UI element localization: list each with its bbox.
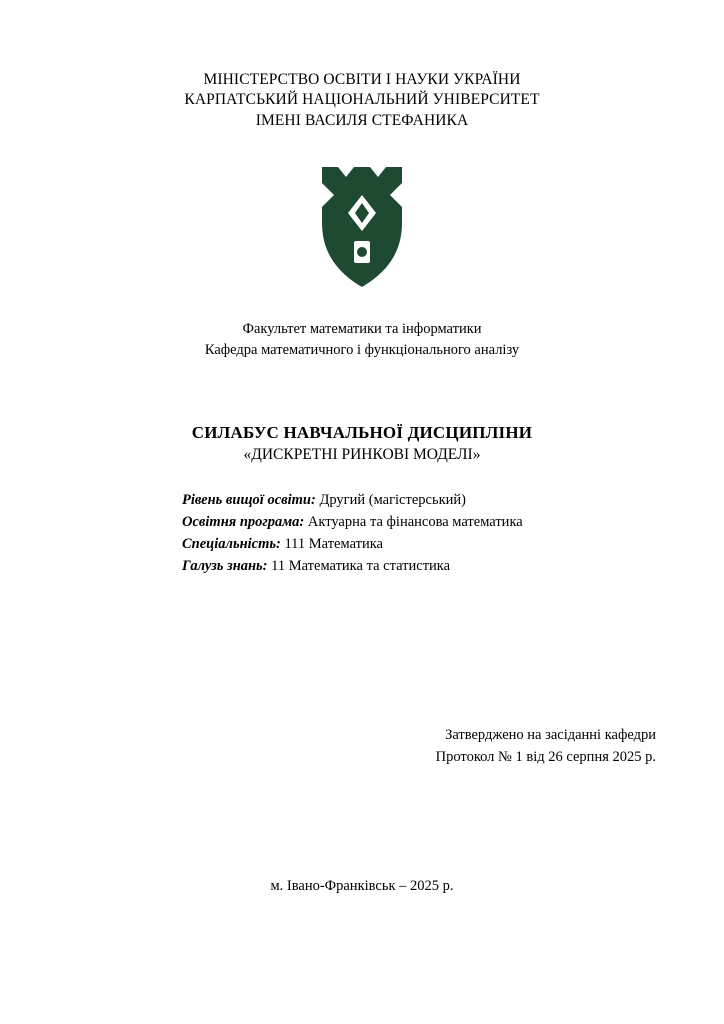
course-title: «ДИСКРЕТНІ РИНКОВІ МОДЕЛІ» bbox=[243, 446, 481, 464]
meta-label: Галузь знань: bbox=[182, 557, 268, 574]
meta-row-knowledge-field bbox=[182, 556, 660, 578]
page-title: СИЛАБУС НАВЧАЛЬНОЇ ДИСЦИПЛІНИ bbox=[191, 423, 533, 443]
faculty-name: Факультет математики та інформатики bbox=[242, 321, 482, 338]
meta-value: Другий (магістерський) bbox=[319, 492, 466, 509]
ministry-line-3: ІМЕНІ ВАСИЛЯ СТЕФАНИКА bbox=[255, 111, 469, 129]
meta-label: Освітня програма: bbox=[182, 514, 305, 531]
department-name: Кафедра математичного і функціонального аналізу bbox=[204, 342, 520, 359]
emblem-container bbox=[64, 161, 660, 291]
ministry-line-2: КАРПАТСЬКИЙ НАЦІОНАЛЬНИЙ УНІВЕРСИТЕТ bbox=[184, 91, 540, 109]
course-meta-list bbox=[64, 490, 660, 577]
meta-label: Спеціальність: bbox=[182, 535, 281, 552]
meta-row-education-level bbox=[182, 490, 660, 512]
university-emblem-icon bbox=[316, 161, 408, 291]
title-block bbox=[64, 423, 660, 464]
approval-block bbox=[64, 725, 660, 769]
ministry-header bbox=[64, 70, 660, 131]
approval-line-1: Затверджено на засіданні кафедри bbox=[445, 727, 656, 744]
meta-value: 111 Математика bbox=[284, 535, 383, 552]
meta-row-specialty bbox=[182, 534, 660, 556]
meta-label: Рівень вищої освіти: bbox=[182, 492, 316, 509]
city-year-footer: м. Івано-Франківськ – 2025 р. bbox=[270, 878, 454, 894]
meta-value: Актуарна та фінансова математика bbox=[307, 514, 523, 531]
approval-line-2: Протокол № 1 від 26 серпня 2025 р. bbox=[435, 749, 656, 766]
faculty-block bbox=[64, 319, 660, 361]
ministry-line-1: МІНІСТЕРСТВО ОСВІТИ І НАУКИ УКРАЇНИ bbox=[203, 71, 521, 88]
meta-row-program bbox=[182, 512, 660, 534]
meta-value: 11 Математика та статистика bbox=[271, 557, 451, 574]
